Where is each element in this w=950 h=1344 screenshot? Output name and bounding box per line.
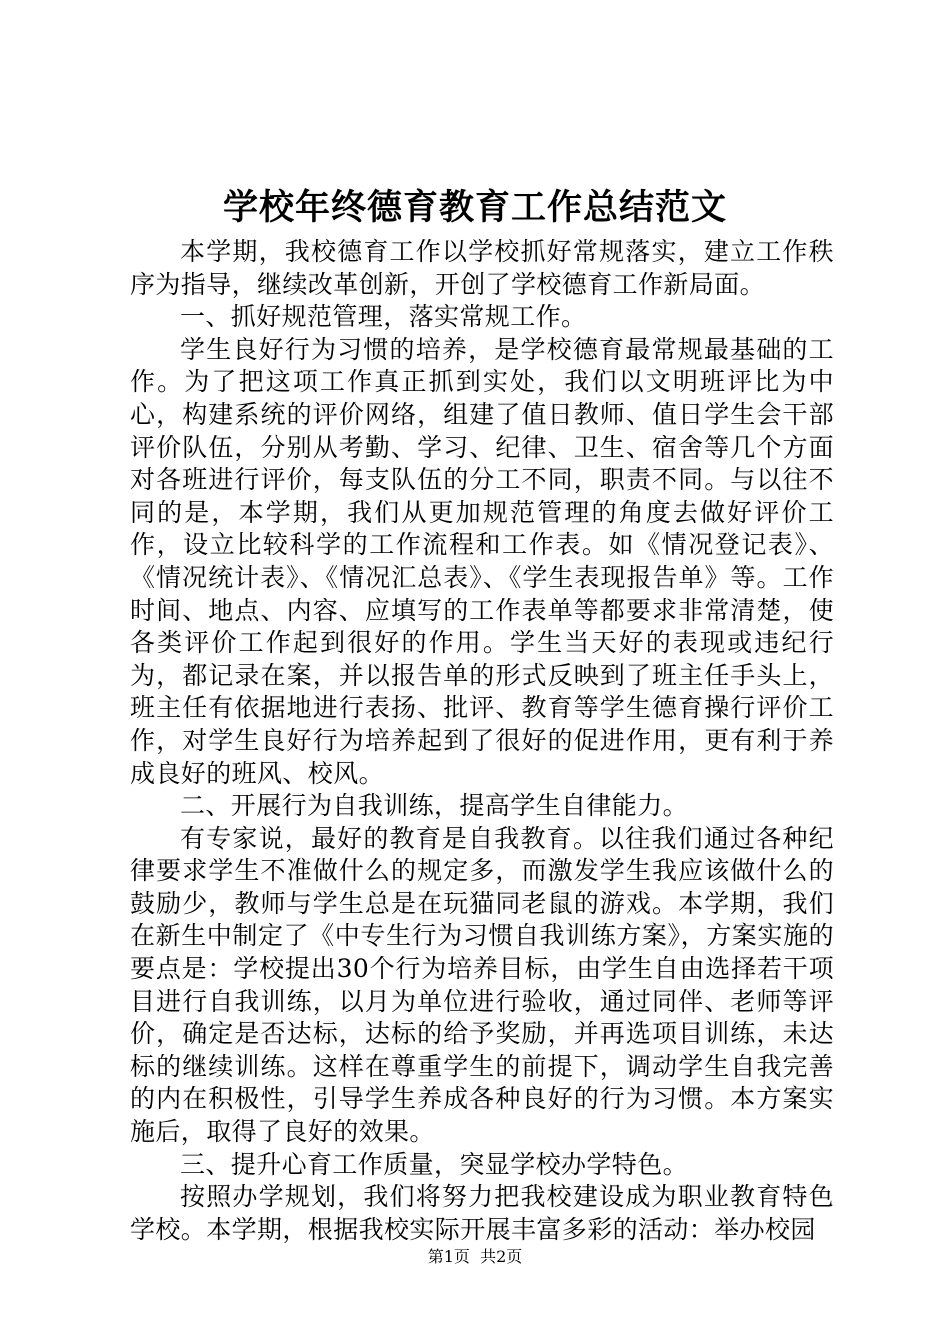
paragraph-section-2: 有专家说，最好的教育是自我教育。以往我们通过各种纪律要求学生不准做什么的规定多，而激发学生我应该做什么的鼓励少，教师与学生总是在玩猫同老鼠的游戏。本学期，我们在新生中制定了《中专生行为习惯自我训练方案》，方案实施的要点是：学校提出30个行为培养目标，由学生自由选择若干项目进行自我训练，以月为单位进行验收，通过同伴、老师等评价，确定是否达标，达标的给予奖励，并再选项目训练，未达标的继续训练。这样在尊重学生的前提下，调动学生自我完善的内在积极性，引导学生养成各种良好的行为习惯。本方案实施后，取得了良好的效果。: [130, 823, 834, 1147]
paragraph-section-1: 学生良好行为习惯的培养，是学校德育最常规最基础的工作。为了把这项工作真正抓到实处，我们以文明班评比为中心，构建系统的评价网络，组建了值日教师、值日学生会干部评价队伍，分别从考勤、学习、纪律、卫生、宿舍等几个方面对各班进行评价，每支队伍的分工不同，职责不同。与以往不同的是，本学期，我们从更加规范管理的角度去做好评价工作，设立比较科学的工作流程和工作表。如《情况登记表》、《情况统计表》、《情况汇总表》、《学生表现报告单》等。工作时间、地点、内容、应填写的工作表单等都要求非常清楚，使各类评价工作起到很好的作用。学生当天好的表现或违纪行为，都记录在案，并以报告单的形式反映到了班主任手头上，班主任有依据地进行表扬、批评、教育等学生德育操行评价工作，对学生良好行为培养起到了很好的促进作用，更有利于养成良好的班风、校风。: [130, 334, 834, 788]
paragraph-section-3: 按照办学规划，我们将努力把我校建设成为职业教育特色学校。本学期，根据我校实际开展丰富多彩的活动：举办校园: [130, 1182, 834, 1244]
section-heading-2: 二、开展行为自我训练，提高学生自律能力。: [180, 791, 689, 821]
page-footer: [0, 1247, 950, 1267]
section-heading-1: 一、抓好规范管理，落实常规工作。: [180, 302, 587, 332]
page-total: 共2页: [480, 1247, 523, 1266]
section-heading-3: 三、提升心育工作质量，突显学校办学特色。: [180, 1149, 689, 1179]
paragraph-intro: 本学期，我校德育工作以学校抓好常规落实，建立工作秩序为指导，继续改革创新，开创了学校德育工作新局面。: [130, 237, 834, 299]
page-number: 第1页: [427, 1247, 470, 1266]
document-title: 学校年终德育教育工作总结范文: [222, 187, 727, 228]
footer-spacer: [470, 1247, 480, 1266]
document-body: [130, 236, 834, 1246]
